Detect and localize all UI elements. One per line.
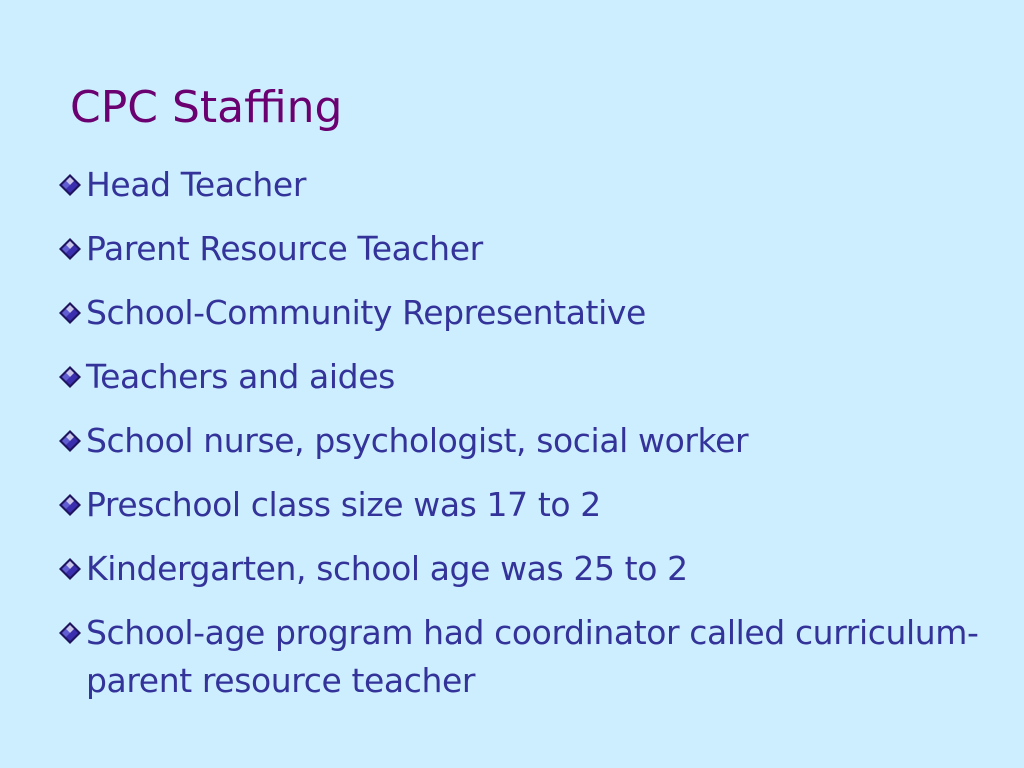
diamond-bullet-icon: [56, 161, 86, 209]
bullet-text: Head Teacher: [86, 165, 306, 204]
bullet-item: [56, 353, 986, 401]
diamond-bullet-icon: [56, 289, 86, 337]
bullet-text: Teachers and aides: [86, 357, 395, 396]
bullet-item: [56, 161, 986, 209]
bullet-text: School-age program had coordinator called curriculum-parent resource teacher: [86, 613, 979, 700]
bullet-list: [56, 161, 986, 721]
diamond-bullet-icon: [56, 545, 86, 593]
diamond-bullet-icon: [56, 609, 86, 657]
slide-title: CPC Staffing: [70, 82, 343, 133]
bullet-item: [56, 545, 986, 593]
bullet-item: [56, 417, 986, 465]
diamond-bullet-icon: [56, 417, 86, 465]
diamond-bullet-icon: [56, 225, 86, 273]
bullet-text: Parent Resource Teacher: [86, 229, 483, 268]
bullet-text: Preschool class size was 17 to 2: [86, 485, 601, 524]
bullet-text: School-Community Representative: [86, 293, 646, 332]
bullet-text: School nurse, psychologist, social worker: [86, 421, 749, 460]
bullet-item: [56, 481, 986, 529]
bullet-text: Kindergarten, school age was 25 to 2: [86, 549, 688, 588]
bullet-item: [56, 609, 986, 705]
diamond-bullet-icon: [56, 481, 86, 529]
diamond-bullet-icon: [56, 353, 86, 401]
bullet-item: [56, 289, 986, 337]
bullet-item: [56, 225, 986, 273]
